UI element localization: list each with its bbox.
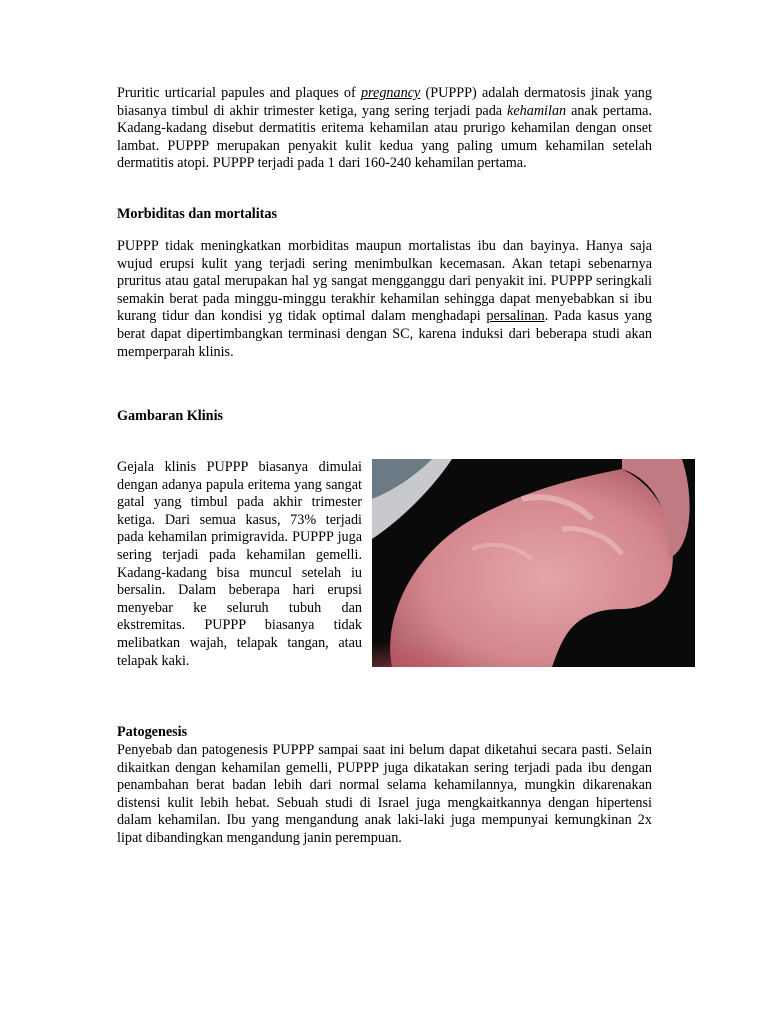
morbiditas-text-1: PUPPP tidak meningkatkan morbiditas maupun mortalistas ibu dan bayinya. Hanya saja wujud erupsi kulit yang terjadi sering menimbulkan kecemasan. Akan tetapi sebenarnya pruritus atau gatal merupakan hal yg sangat mengganggu dari penyakit ini. PUPPP seringkali semakin berat pada minggu-minggu terakhir kehamilan sehingga dapat menyebabkan si ibu kurang tidur dan kondisi yg tidak optimal dalam menghadapi (117, 238, 652, 325)
heading-patogenesis: Patogenesis (117, 724, 188, 740)
morbiditas-paragraph (117, 238, 652, 361)
heading-gambaran-klinis: Gambaran Klinis (117, 408, 224, 424)
patogenesis-paragraph: Penyebab dan patogenesis PUPPP sampai saat ini belum dapat diketahui secara pasti. Selain dikaitkan dengan kehamilan gemelli, PUPPP juga dikatakan sering terjadi pada ibu dengan penambahan berat badan lebih dari normal selama kehamilannya, mungkin dikarenakan distensi kulit lebih hebat. Sebuah studi di Israel juga mengkaitkannya dengan hipertensi dalam kehamilan. Ibu yang mengandung anak laki-laki juga mempunyai kemungkinan 2x lipat dibandingkan mengandung janin perempuan. (117, 742, 652, 846)
intro-paragraph (117, 85, 652, 173)
pregnancy-link[interactable]: pregnancy (360, 85, 421, 101)
kehamilan-link[interactable]: kehamilan (507, 102, 567, 119)
intro-text-3: anak pertama. Kadang-kadang disebut dermatitis eritema kehamilan atau prurigo kehamilan dengan onset lambat. PUPPP merupakan penyakit kulit kedua yang paling umum kehamilan setelah dermatitis atopi. PUPPP terjadi pada 1 dari 160-240 kehamilan pertama. (117, 102, 653, 172)
intro-text-1: Pruritic urticarial papules and plaques of (117, 85, 361, 101)
morbiditas-text-2: . Pada kasus yang berat dapat dipertimbangkan terminasi dengan SC, karena induksi dari beberapa studi akan memperparah klinis. (117, 308, 652, 360)
skin-illustration (372, 459, 695, 667)
klinis-paragraph: Gejala klinis PUPPP biasanya dimulai dengan adanya papula eritema yang sangat gatal yang timbul pada akhir trimester ketiga. Dari semua kasus, 73% terjadi pada kehamilan primigravida. PUPPP juga sering terjadi pada kehamilan gemelli. Kadang-kadang bisa muncul setelah iu bersalin. Dalam beberapa hari erupsi menyebar ke seluruh tubuh dan ekstremitas. PUPPP biasanya tidak melibatkan wajah, telapak tangan, atau telapak kaki. (117, 459, 362, 669)
intro-text-2: (PUPPP) adalah dermatosis jinak yang biasanya timbul di akhir trimester ketiga, yang sering terjadi pada (117, 85, 652, 119)
persalinan-link[interactable]: persalinan (486, 308, 545, 325)
clinical-photo (372, 459, 695, 667)
heading-morbiditas: Morbiditas dan mortalitas (117, 206, 278, 222)
